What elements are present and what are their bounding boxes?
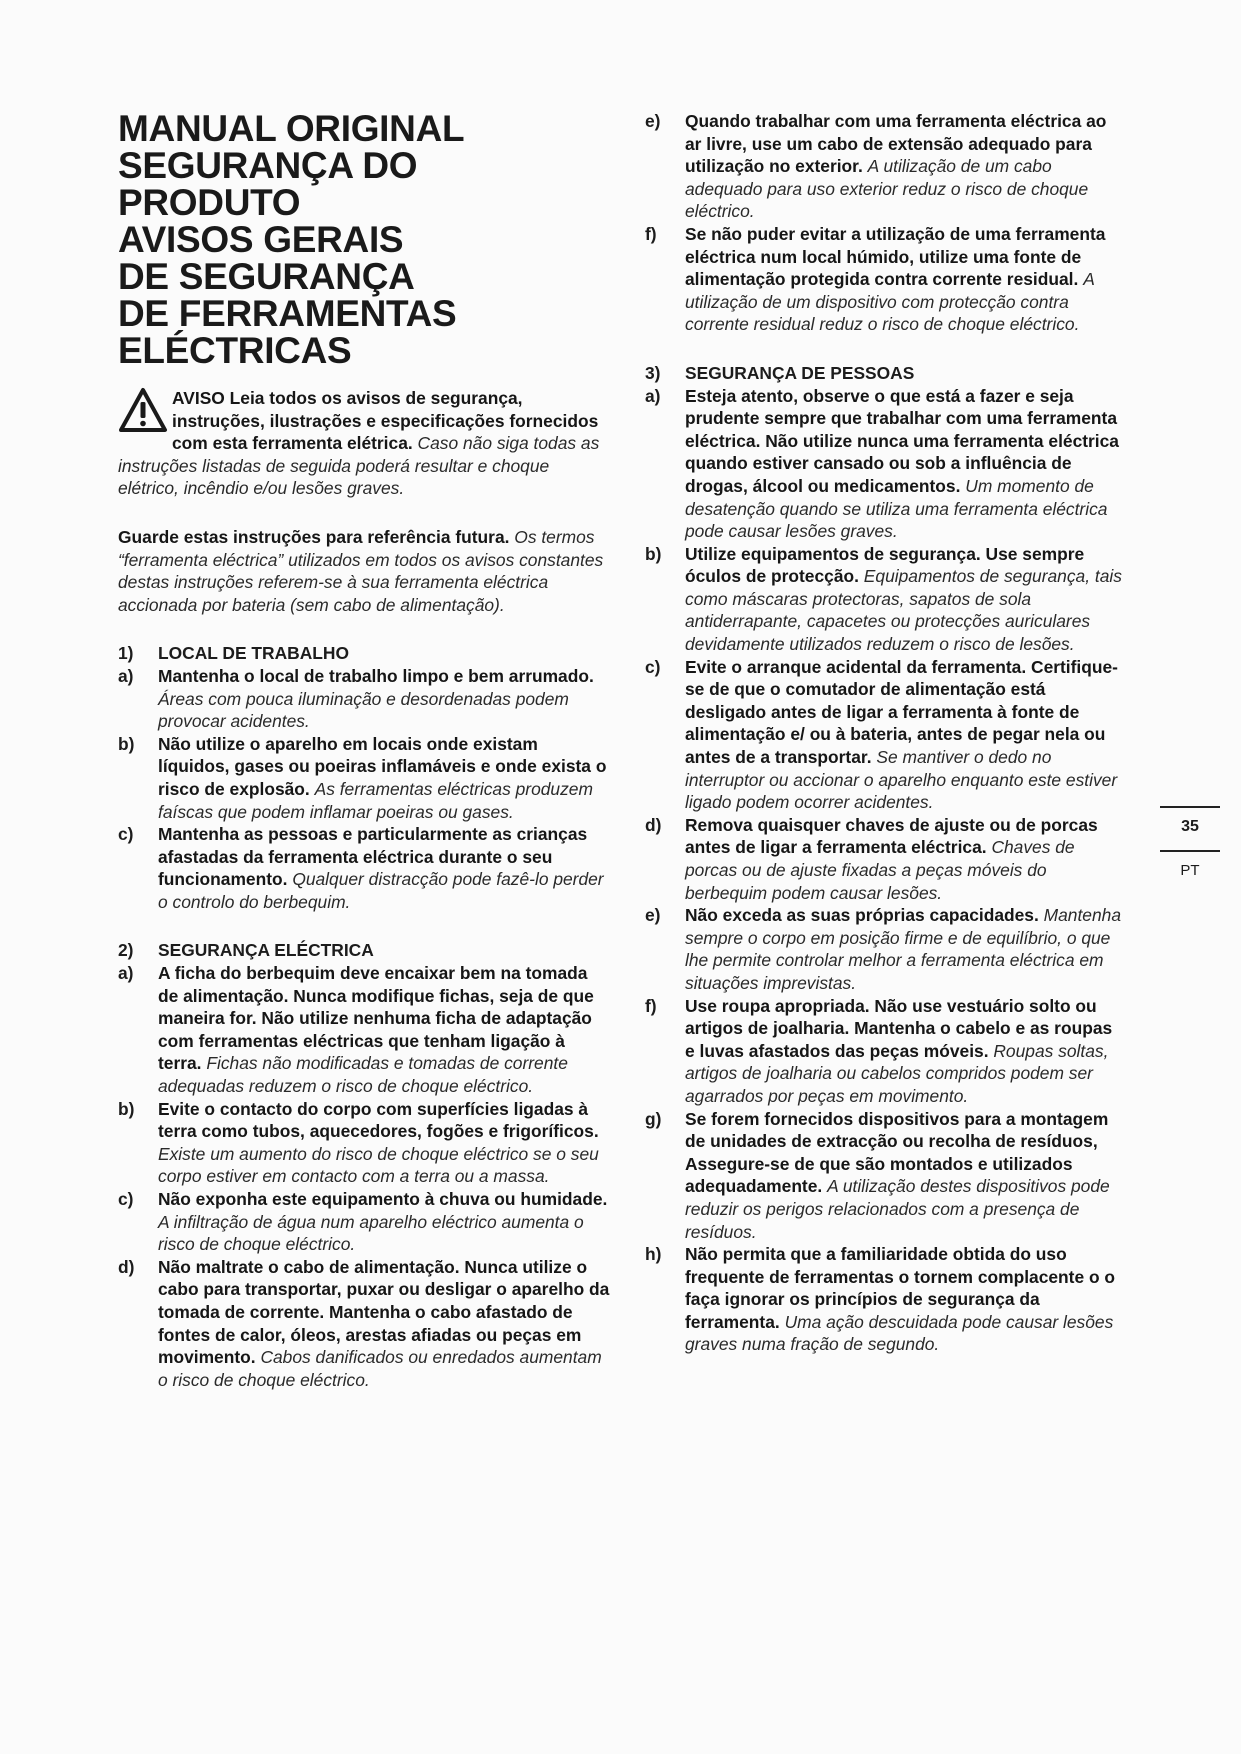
list-item <box>645 904 1123 994</box>
item-label: b) <box>645 543 662 564</box>
list-item <box>645 1243 1123 1356</box>
warning-italic-text: Caso não siga todas as instruções listadas de seguida poderá resultar e choque elétrico, incêndio e/ou lesões graves. <box>118 433 600 499</box>
list-item <box>118 823 610 913</box>
right-column <box>645 110 1123 1356</box>
item-label: b) <box>118 733 135 754</box>
item-label: e) <box>645 905 661 926</box>
item-label: d) <box>118 1256 135 1277</box>
item-italic-text: A utilização destes dispositivos pode reduzir os perigos relacionados com a presença de resíduos. <box>685 1176 1110 1242</box>
item-italic-text: Chaves de porcas ou de ajuste fixadas a peças móveis do berbequim podem causar lesões. <box>685 837 1075 903</box>
list-item <box>645 385 1123 543</box>
left-column <box>118 110 610 1391</box>
item-italic-text: Mantenha sempre o corpo em posição firme e de equilíbrio, o que lhe permite controlar melhor a ferramenta eléctrica em situações imprevistas. <box>685 905 1121 993</box>
item-italic-text: As ferramentas eléctricas produzem faíscas que podem inflamar poeiras ou gases. <box>158 778 593 822</box>
section-heading <box>118 939 610 962</box>
item-bold-text: A ficha do berbequim deve encaixar bem na tomada de alimentação. Nunca modifique fichas, seja de que maneira for. Não utilize nenhuma ficha de adaptação com ferramentas eléctricas que tenham ligação à terra. <box>158 963 594 1074</box>
list-item <box>645 1108 1123 1244</box>
title-line: ELÉCTRICAS <box>118 330 352 371</box>
item-italic-text: Roupas soltas, artigos de joalharia ou cabelos compridos podem ser agarrados por peças em movimento. <box>685 1040 1109 1106</box>
item-bold-text: Não exponha este equipamento à chuva ou humidade. <box>158 1189 608 1209</box>
title-line: MANUAL ORIGINAL <box>118 108 465 149</box>
page-title <box>118 110 610 369</box>
section-title: SEGURANÇA ELÉCTRICA <box>158 940 374 961</box>
section-heading <box>118 642 610 665</box>
item-italic-text: Se mantiver o dedo no interruptor ou accionar o aparelho enquanto este estiver ligado podem ocorrer acidentes. <box>685 747 1118 813</box>
item-label: d) <box>645 814 662 835</box>
title-line: AVISOS GERAIS <box>118 219 404 260</box>
item-italic-text: Qualquer distracção pode fazê-lo perder o controlo do berbequim. <box>158 869 604 912</box>
item-label: c) <box>118 824 134 845</box>
list-item <box>118 1188 610 1256</box>
item-italic-text: Fichas não modificadas e tomadas de corrente adequadas reduzem o risco de choque eléctrico. <box>158 1053 568 1097</box>
item-bold-text: Se forem fornecidos dispositivos para a montagem de unidades de extracção ou recolha de resíduos, Assegure-se de que são montados e utilizados adequadamente. <box>685 1108 1109 1197</box>
item-bold-text: Não maltrate o cabo de alimentação. Nunca utilize o cabo para transportar, puxar ou desligar o aparelho da tomada de corrente. Mantenha o cabo afastado de fontes de calor, óleos, arestas afiadas ou peças em movimento. <box>158 1256 610 1368</box>
section-number: 3) <box>645 362 661 383</box>
list-item <box>645 656 1123 814</box>
section-title: SEGURANÇA DE PESSOAS <box>685 362 915 383</box>
item-bold-text: Mantenha as pessoas e particularmente as crianças afastadas da ferramenta eléctrica durante o seu funcionamento. <box>158 824 588 890</box>
item-label: f) <box>645 995 657 1016</box>
title-line: PRODUTO <box>118 182 301 223</box>
warning-paragraph <box>118 387 610 500</box>
item-label: b) <box>118 1098 135 1119</box>
list-item <box>645 543 1123 656</box>
item-bold-text: Não utilize o aparelho em locais onde existam líquidos, gases ou poeiras inflamáveis e onde exista o risco de explosão. <box>158 733 607 799</box>
item-italic-text: Um momento de desatenção quando se utiliza uma ferramenta eléctrica pode causar lesões graves. <box>685 475 1108 542</box>
title-line: DE SEGURANÇA <box>118 256 415 297</box>
item-italic-text: A utilização de um dispositivo com protecção contra corrente residual reduz o risco de choque eléctrico. <box>685 269 1095 335</box>
list-item <box>645 110 1123 223</box>
item-italic-text: Áreas com pouca iluminação e desordenadas podem provocar acidentes. <box>158 688 569 732</box>
item-bold-text: Não permita que a familiaridade obtida do uso frequente de ferramentas o tornem complacente o o faça ignorar os princípios de segurança da ferramenta. <box>685 1244 1116 1332</box>
list-item <box>645 995 1123 1108</box>
item-italic-text: Equipamentos de segurança, tais como máscaras protectoras, sapatos de sola antiderrapante, capacetes ou protecções auriculares devidamente utilizados reduzem o risco de lesões. <box>685 566 1122 655</box>
keep-bold-text: Guarde estas instruções para referência futura. <box>118 526 510 547</box>
section-number: 1) <box>118 643 134 664</box>
item-bold-text: Esteja atento, observe o que está a fazer e seja prudente sempre que trabalhar com uma ferramenta eléctrica. Não utilize nunca uma ferramenta eléctrica quando estiver cansado ou sob a influência de drogas, álcool ou medicamentos. <box>685 385 1119 496</box>
section-title: LOCAL DE TRABALHO <box>158 643 349 664</box>
item-label: g) <box>645 1108 662 1129</box>
item-bold-text: Mantenha o local de trabalho limpo e bem arrumado. <box>158 665 594 686</box>
item-bold-text: Evite o contacto do corpo com superfícies ligadas à terra como tubos, aquecedores, fogões e frigoríficos. <box>158 1098 599 1142</box>
list-item <box>118 665 610 733</box>
item-label: a) <box>118 665 134 686</box>
item-label: h) <box>645 1244 662 1265</box>
item-label: a) <box>118 963 134 984</box>
item-italic-text: A utilização de um cabo adequado para uso exterior reduz o risco de choque eléctrico. <box>685 156 1089 222</box>
item-bold-text: Use roupa apropriada. Não use vestuário solto ou artigos de joalharia. Mantenha o cabelo e as roupas e luvas afastados das peças móveis. <box>685 995 1113 1061</box>
item-bold-text: Evite o arranque acidental da ferramenta. Certifique-se de que o comutador de alimentação está desligado antes de ligar a ferramenta à fonte de alimentação e/ ou à bateria, antes de pegar nela ou antes de a transportar. <box>685 656 1118 768</box>
item-italic-text: Uma ação descuidada pode causar lesões graves numa fração de segundo. <box>685 1311 1114 1355</box>
list-item <box>645 223 1123 336</box>
title-line: SEGURANÇA DO <box>118 145 418 186</box>
keep-italic-text: Os termos “ferramenta eléctrica” utilizados em todos os avisos constantes destas instruções referem-se à sua ferramenta eléctrica accionada por bateria (sem cabo de alimentação). <box>118 526 604 615</box>
list-item <box>118 962 610 1098</box>
title-line: DE FERRAMENTAS <box>118 293 457 334</box>
page-number: 35 <box>1181 818 1199 835</box>
item-label: c) <box>645 656 661 677</box>
page-side-tab <box>1160 806 1220 879</box>
item-label: a) <box>645 385 661 406</box>
list-item <box>645 814 1123 904</box>
item-bold-text: Utilize equipamentos de segurança. Use sempre óculos de protecção. <box>685 543 1085 587</box>
item-bold-text: Quando trabalhar com uma ferramenta eléctrica ao ar livre, use um cabo de extensão adequado para utilização no exterior. <box>685 111 1107 177</box>
warning-bold-text: AVISO Leia todos os avisos de segurança, instruções, ilustrações e especificações fornecidos com esta ferramenta elétrica. <box>172 388 599 454</box>
item-italic-text: A infiltração de água num aparelho eléctrico aumenta o risco de choque eléctrico. <box>158 1211 584 1255</box>
item-label: c) <box>118 1189 134 1209</box>
item-italic-text: Cabos danificados ou enredados aumentam o risco de choque eléctrico. <box>158 1347 602 1390</box>
section-heading <box>645 362 1123 385</box>
item-bold-text: Remova quaisquer chaves de ajuste ou de porcas antes de ligar a ferramenta eléctrica. <box>685 814 1098 858</box>
warning-triangle-icon <box>118 387 168 433</box>
list-item <box>118 733 610 823</box>
item-bold-text: Não exceda as suas próprias capacidades. <box>685 905 1039 926</box>
item-label: f) <box>645 223 657 244</box>
list-item <box>118 1256 610 1392</box>
list-item <box>118 1098 610 1188</box>
language-code: PT <box>1180 862 1200 879</box>
section-number: 2) <box>118 940 134 961</box>
item-bold-text: Se não puder evitar a utilização de uma ferramenta eléctrica num local húmido, utilize uma fonte de alimentação protegida contra corrente residual. <box>685 223 1106 290</box>
item-label: e) <box>645 111 661 131</box>
keep-instructions-paragraph <box>118 526 610 616</box>
item-italic-text: Existe um aumento do risco de choque eléctrico se o seu corpo estiver em contacto com a terra ou a massa. <box>158 1143 599 1187</box>
